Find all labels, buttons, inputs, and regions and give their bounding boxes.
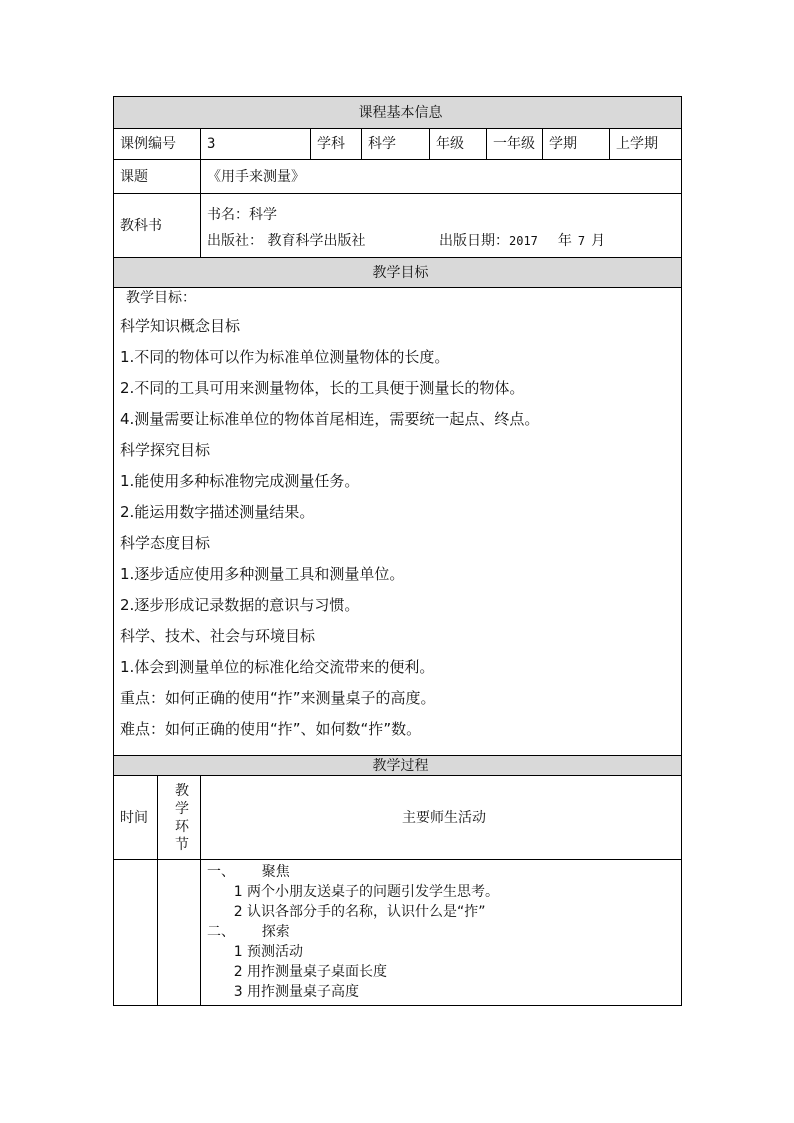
pub-date-label: 出版日期：	[439, 232, 509, 249]
publisher: 出版社： 教育科学出版社	[207, 232, 366, 249]
topic-label: 课题	[114, 160, 201, 194]
book-name: 书名：科学	[207, 206, 277, 223]
objective-line: 科学、技术、社会与环境目标	[120, 627, 316, 645]
activity-line: 3 用拃测量桌子高度	[207, 984, 360, 1000]
topic-value: 《用手来测量》	[201, 160, 682, 194]
objectives-body	[114, 288, 682, 756]
case-no-value: 3	[201, 129, 311, 160]
activity-line: 2 用拃测量桌子桌面长度	[207, 964, 388, 980]
objective-line: 重点：如何正确的使用“拃”来测量桌子的高度。	[120, 689, 436, 707]
grade-label: 年级	[430, 129, 487, 160]
objective-line: 1.逐步适应使用多种测量工具和测量单位。	[120, 565, 405, 583]
pub-year-char: 年	[557, 232, 572, 249]
objective-line: 2.逐步形成记录数据的意识与习惯。	[120, 596, 360, 614]
subject-value: 科学	[362, 129, 430, 160]
activity-line: 一、 聚焦	[207, 864, 290, 880]
stage-char: 学	[175, 800, 189, 817]
stage-cell	[158, 860, 201, 1006]
stage-char: 节	[175, 836, 189, 853]
objectives-header: 教学目标	[114, 258, 682, 288]
pub-month: 7	[577, 233, 586, 248]
activity-line: 1 预测活动	[207, 944, 304, 960]
textbook-info	[201, 194, 682, 258]
publisher-line	[207, 228, 681, 254]
objective-line: 1.能使用多种标准物完成测量任务。	[120, 472, 360, 490]
objective-line: 2.不同的工具可用来测量物体，长的工具便于测量长的物体。	[120, 379, 525, 397]
activity-column-header: 主要师生活动	[201, 776, 682, 860]
process-header: 教学过程	[114, 756, 682, 776]
stage-char: 环	[175, 818, 189, 835]
objective-line: 科学知识概念目标	[120, 317, 241, 335]
objective-line: 2.能运用数字描述测量结果。	[120, 503, 315, 521]
activity-line: 1 两个小朋友送桌子的问题引发学生思考。	[207, 884, 500, 900]
subject-label: 学科	[311, 129, 362, 160]
objective-line: 难点：如何正确的使用“拃”、如何数“拃”数。	[120, 720, 422, 738]
basic-info-header: 课程基本信息	[114, 97, 682, 129]
case-no-label: 课例编号	[114, 129, 201, 160]
grade-value: 一年级	[487, 129, 543, 160]
objective-line: 1.不同的物体可以作为标准单位测量物体的长度。	[120, 348, 450, 366]
objective-line: 1.体会到测量单位的标准化给交流带来的便利。	[120, 658, 435, 676]
pub-year: 2017	[509, 233, 538, 248]
pub-month-char: 月	[591, 232, 606, 249]
activity-cell	[201, 860, 682, 1006]
objective-line: 科学探究目标	[120, 441, 211, 459]
stage-char: 教	[175, 782, 189, 799]
lesson-plan-table	[113, 96, 681, 1006]
activity-line: 二、 探索	[207, 924, 290, 940]
time-cell	[114, 860, 158, 1006]
objective-line: 4.测量需要让标准单位的物体首尾相连，需要统一起点、终点。	[120, 410, 540, 428]
stage-column-header	[158, 776, 201, 860]
objectives-heading: 教学目标：	[126, 290, 196, 306]
textbook-label: 教科书	[114, 194, 201, 258]
term-value: 上学期	[610, 129, 682, 160]
objective-line: 科学态度目标	[120, 534, 211, 552]
time-column-header: 时间	[114, 776, 158, 860]
term-label: 学期	[543, 129, 610, 160]
activity-line: 2 认识各部分手的名称，认识什么是“拃”	[207, 904, 486, 920]
